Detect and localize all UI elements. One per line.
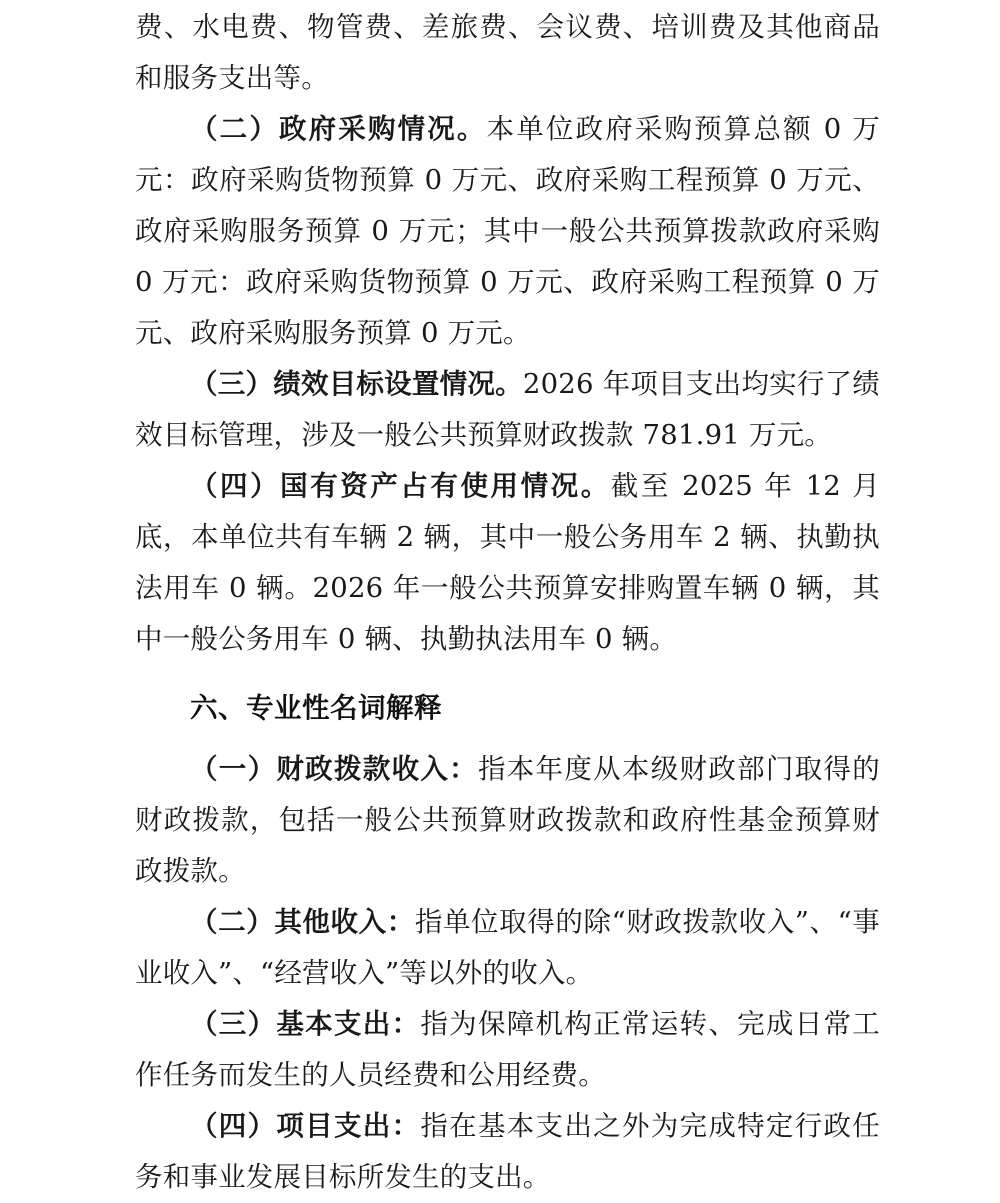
paragraph-lead-label: （四）项目支出： [190, 1110, 421, 1142]
paragraph-term-fiscal-appropriation-income [135, 744, 880, 897]
paragraph-text: 费、水电费、物管费、差旅费、会议费、培训费及其他商品和服务支出等。 [135, 11, 880, 94]
paragraph-lead-label: （三）绩效目标设置情况。 [190, 368, 523, 400]
heading-spacer [135, 734, 880, 744]
paragraph-term-project-expenditure [135, 1101, 880, 1203]
paragraph-government-procurement [135, 104, 880, 359]
paragraph-text: 指单位取得的除“财政拨款收入”、“事业收入”、“经营收入”等以外的收入。 [135, 906, 880, 989]
paragraph-lead-label: （二）政府采购情况。 [190, 113, 487, 145]
paragraph-performance-target [135, 359, 880, 461]
paragraph-text: 本单位政府采购预算总额 0 万元：政府采购货物预算 0 万元、政府采购工程预算 0 万元、政府采购服务预算 0 万元；其中一般公共预算拨款政府采购 0 万元：政府采购货物预算 0 万元、政府采购工程预算 0 万元、政府采购服务预算 0 万元。 [135, 113, 880, 349]
paragraph-text: 指为保障机构正常运转、完成日常工作任务而发生的人员经费和公用经费。 [135, 1008, 881, 1091]
paragraph-state-assets [135, 461, 880, 665]
paragraph-lead-label: （四）国有资产占有使用情况。 [190, 470, 611, 502]
section-heading-terminology: 六、专业性名词解释 [190, 692, 442, 724]
paragraph-text: 指本年度从本级财政部门取得的财政拨款，包括一般公共预算财政拨款和政府性基金预算财政拨款。 [135, 753, 880, 887]
paragraph-term-other-income [135, 897, 880, 999]
document-body [135, 0, 880, 1203]
paragraph-lead-label: （二）其他收入： [190, 906, 415, 938]
section-spacer [135, 665, 880, 683]
paragraph-text: 截至 2025 年 12 月底，本单位共有车辆 2 辆，其中一般公务用车 2 辆、执勤执法用车 0 辆。2026 年一般公共预算安排购置车辆 0 辆，其中一般公务用车 0 辆、执勤执法用车 0 辆。 [135, 470, 880, 655]
paragraph-text: 2026 年项目支出均实行了绩效目标管理，涉及一般公共预算财政拨款 781.91 万元。 [135, 368, 880, 451]
paragraph-lead-label: （三）基本支出： [190, 1008, 421, 1040]
paragraph-lead-label: （一）财政拨款收入： [190, 753, 478, 785]
paragraph-term-basic-expenditure [135, 999, 880, 1101]
paragraph-continued-expenses [135, 2, 880, 104]
paragraph-text: 指在基本支出之外为完成特定行政任务和事业发展目标所发生的支出。 [135, 1110, 881, 1193]
